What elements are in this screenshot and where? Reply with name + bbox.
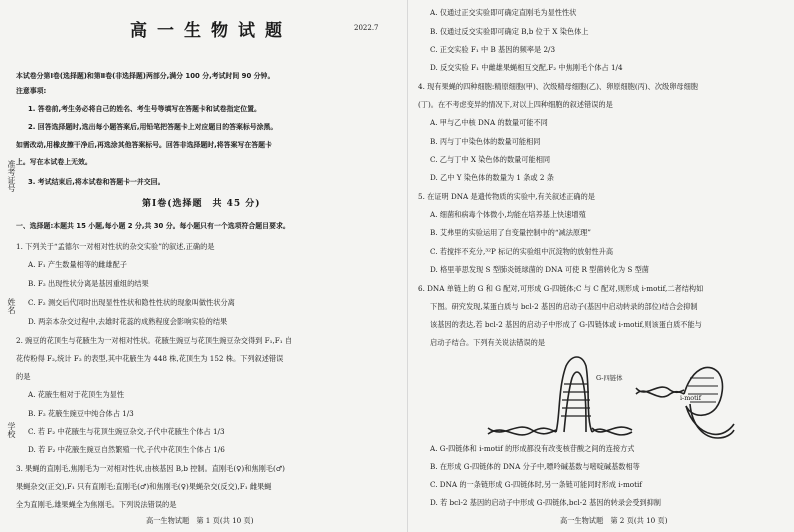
option-line: C. 正交实验 F₁ 中 B 基因的频率是 2/3 xyxy=(430,45,556,54)
question-line: 该基因的表达,若 bcl-2 基因的启动子中形成了 G-四链体或 i-motif,则该蛋白质不能与 xyxy=(430,320,702,329)
option-line: A. G-四链体和 i-motif 的形成都没有改变核苷酸之间的连接方式 xyxy=(430,444,635,453)
question-line: 3. 果蝇的直刚毛,焦刚毛为一对相对性状,由核基因 B,b 控制。直刚毛(♀)和焦刚毛(♂) xyxy=(16,464,285,473)
note-line: 本试卷分第Ⅰ卷(选择题)和第Ⅱ卷(非选择题)两部分,满分 100 分,考试时间 90 分钟。 xyxy=(16,72,275,80)
option-line: A. 细菌和病毒个体微小,均能在培养基上快速增殖 xyxy=(430,210,586,219)
exam-title: 高一生物试题 xyxy=(130,21,292,41)
note-line: 2. 回答选择题时,选出每小题答案后,用铅笔把答题卡上对应题目的答案标号涂黑。 xyxy=(28,123,278,131)
question-line: 6. DNA 单链上的 G 和 G 配对,可形成 G-四链体;C 与 C 配对,则形成 i-motif,二者结构如 xyxy=(418,284,704,293)
option-line: D. 格里菲思发现 S 型肺炎链球菌的 DNA 可使 R 型菌转化为 S 型菌 xyxy=(430,265,649,274)
question-line: 花传粉得 F₂,统计 F₂ 的表型,其中花腋生为 448 株,花顶生为 152 株。下列叙述错误 xyxy=(16,354,284,363)
option-line: C. 若 F₂ 中花腋生与花顶生豌豆杂交,子代中花腋生个体占 1/3 xyxy=(28,427,225,436)
option-line: A. 甲与乙中核 DNA 的数量可能不同 xyxy=(430,118,548,127)
note-line: 1. 答卷前,考生务必将自己的姓名、考生号等填写在答题卡和试卷指定位置。 xyxy=(28,105,261,113)
option-line: C. 若搅拌不充分,³²P 标记的实验组中沉淀物的放射性升高 xyxy=(430,247,614,256)
question-line: 2. 豌豆的花顶生与花腋生为一对相对性状。花腋生豌豆与花顶生豌豆杂交得到 F₁,F₁ 自 xyxy=(16,336,293,345)
option-line: B. 艾弗里的实验运用了自变量控制中的“减法原理” xyxy=(430,228,591,237)
note-line: 如需改动,用橡皮擦干净后,再选涂其他答案标号。回答非选择题时,将答案写在答题卡 xyxy=(16,141,272,149)
section-title: 第Ⅰ卷(选择题 共 45 分) xyxy=(142,199,261,209)
exam-number-label: 准考证号 xyxy=(7,160,16,192)
i-motif-label: i-motif xyxy=(680,394,702,402)
option-line: C. DNA 的一条链形成 G-四链体时,另一条链可能同时形成 i-motif xyxy=(430,480,642,489)
g-quadruplex-label: G-四链体 xyxy=(596,374,623,382)
page-footer: 高一生物试题 第 1 页(共 10 页) xyxy=(146,516,254,525)
page-1 xyxy=(16,0,400,532)
exam-date: 2022.7 xyxy=(354,24,379,32)
option-line: C. F₂ 测交后代同时出现显性性状和隐性性状的现象叫做性状分离 xyxy=(28,298,235,307)
option-line: D. 若 F₂ 中花腋生豌豆自然繁殖一代,子代中花顶生个体占 1/6 xyxy=(28,445,225,454)
option-line: B. F₂ 出现性状分离是基因重组的结果 xyxy=(28,279,149,288)
option-line: D. 乙中 Y 染色体的数量为 1 条或 2 条 xyxy=(430,173,554,182)
question-line: 1. 下列关于“孟德尔一对相对性状的杂交实验”的叙述,正确的是 xyxy=(16,242,215,251)
note-line: 3. 考试结束后,将本试卷和答题卡一并交回。 xyxy=(28,178,165,186)
page-divider xyxy=(407,0,408,532)
question-line: 启动子结合。下列有关说法错误的是 xyxy=(430,338,546,347)
option-line: B. F₂ 花腋生豌豆中纯合体占 1/3 xyxy=(28,409,134,418)
option-line: C. 乙与丁中 X 染色体的数量可能相同 xyxy=(430,155,551,164)
question-line: 4. 现有果蝇的四种细胞:精原细胞(甲)、次级精母细胞(乙)、卵原细胞(丙)、次级卵母细胞 xyxy=(418,82,698,91)
note-line: 注意事项: xyxy=(16,87,47,95)
question-line: 全为直刚毛,雄果蝇全为焦刚毛。下列说法错误的是 xyxy=(16,500,177,509)
question-line: 5. 在证明 DNA 是遗传物质的实验中,有关叙述正确的是 xyxy=(418,192,595,201)
question-line: (丁)。在不考虑变异的情况下,对以上四种细胞的叙述错误的是 xyxy=(418,100,613,109)
page-2 xyxy=(418,0,790,532)
option-line: D. 反交实验 F₁ 中雌雄果蝇相互交配,F₂ 中焦刚毛个体占 1/4 xyxy=(430,63,623,72)
option-line: A. 仅通过正交实验即可确定直刚毛为显性性状 xyxy=(430,8,577,17)
option-line: D. 两亲本杂交过程中,去雄时花蕊的成熟程度会影响实验的结果 xyxy=(28,317,228,326)
question-line: 下图。研究发现,某蛋白质与 bcl-2 基因的启动子(基因中启动转录的部位)结合会抑制 xyxy=(430,302,698,311)
page-footer: 高一生物试题 第 2 页(共 10 页) xyxy=(560,516,668,525)
school-label: 学校 xyxy=(7,422,16,438)
name-label: 姓名 xyxy=(7,298,16,314)
option-line: B. 仅通过反交实验即可确定 B,b 位于 X 染色体上 xyxy=(430,27,589,36)
question-line: 的是 xyxy=(16,372,31,381)
option-line: B. 丙与丁中染色体的数量可能相同 xyxy=(430,137,541,146)
note-line: 上。写在本试卷上无效。 xyxy=(16,158,92,166)
option-line: D. 若 bcl-2 基因的启动子中形成 G-四链体,bcl-2 基因的转录会受到抑制 xyxy=(430,498,661,507)
section-instruction: 一、选择题:本题共 15 小题,每小题 2 分,共 30 分。每小题只有一个选项符合题目要求。 xyxy=(16,222,290,230)
option-line: B. 在形成 G-四链体的 DNA 分子中,嘌呤碱基数与嘧啶碱基数相等 xyxy=(430,462,640,471)
option-line: A. 花腋生相对于花顶生为显性 xyxy=(28,390,125,399)
question-line: 果蝇杂交(正交),F₁ 只有直刚毛;直刚毛(♂)和焦刚毛(♀)果蝇杂交(反交),F₁ 雌果蝇 xyxy=(16,482,272,491)
option-line: A. F₁ 产生数量相等的雌雄配子 xyxy=(28,260,127,269)
